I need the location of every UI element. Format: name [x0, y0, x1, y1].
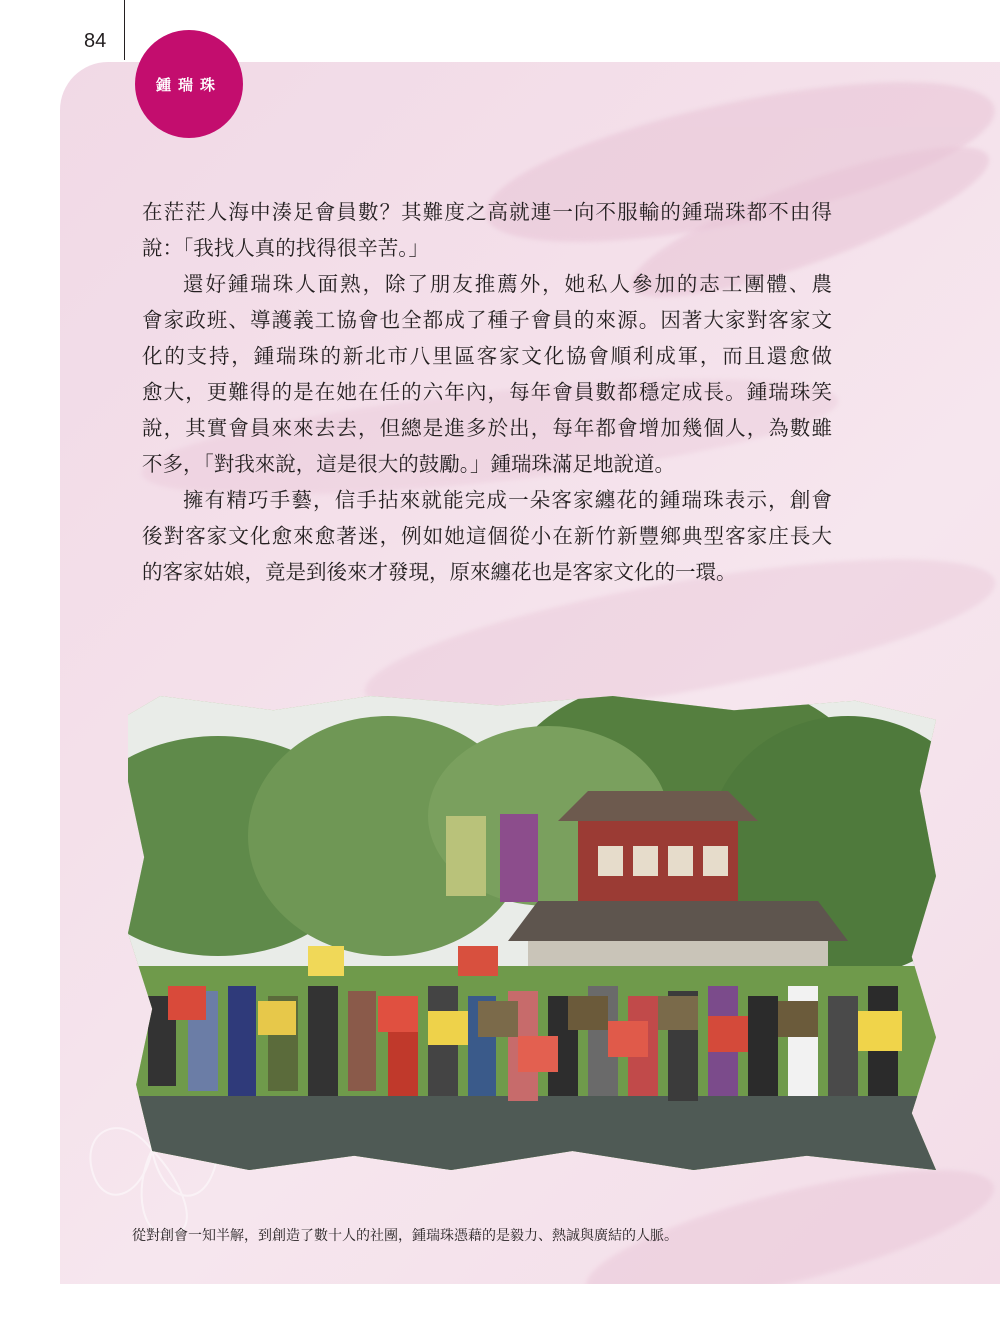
text-line: 化的支持，鍾瑞珠的新北市八里區客家文化協會順利成軍，而且還愈做: [142, 344, 832, 368]
text-line: 不多，「對我來說，這是很大的鼓勵。」鍾瑞珠滿足地說道。: [142, 452, 675, 476]
text-line: 的客家姑娘，竟是到後來才發現，原來纏花也是客家文化的一環。: [142, 560, 737, 584]
text-line: 愈大，更難得的是在她在任的六年內，每年會員數都穩定成長。鍾瑞珠笑: [142, 380, 832, 404]
group-photo-frame: [120, 682, 950, 1182]
section-name: 鍾瑞珠: [155, 75, 222, 94]
section-name-badge: [135, 30, 243, 138]
body-text: [142, 194, 832, 590]
text-line: 擁有精巧手藝，信手拈來就能完成一朵客家纏花的鍾瑞珠表示，創會: [183, 488, 832, 512]
text-line: 在茫茫人海中湊足會員數？其難度之高就連一向不服輸的鍾瑞珠都不由得: [142, 200, 832, 224]
text-line: 會家政班、導護義工協會也全都成了種子會員的來源。因著大家對客家文: [142, 308, 832, 332]
text-line: 說，其實會員來來去去，但總是進多於出，每年都會增加幾個人，為數雖: [142, 416, 832, 440]
group-photo: [128, 696, 936, 1170]
header-rule: [124, 0, 125, 60]
page-number: 84: [84, 30, 107, 52]
text-line: 還好鍾瑞珠人面熟，除了朋友推薦外，她私人參加的志工團體、農: [183, 272, 832, 296]
photo-caption: 從對創會一知半解，到創造了數十人的社團，鍾瑞珠憑藉的是毅力、熱誠與廣結的人脈。: [132, 1228, 678, 1244]
text-line: 後對客家文化愈來愈著迷，例如她這個從小在新竹新豐鄉典型客家庄長大: [142, 524, 832, 548]
text-line: 說：「我找人真的找得很辛苦。」: [142, 236, 429, 260]
